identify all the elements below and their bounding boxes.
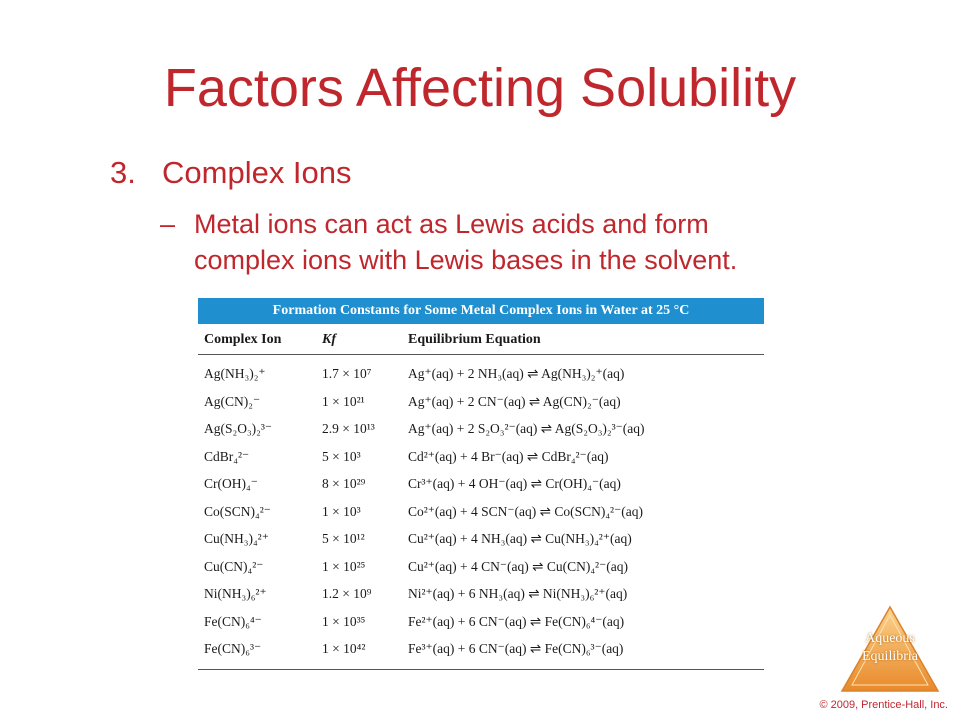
cell-kf: 1 × 10³⁵ [322,613,366,629]
cell-complex-ion: Ni(NH₃)₆²⁺ [204,586,267,601]
bullet-point [110,153,352,193]
table-row [198,497,764,525]
cell-complex-ion: Fe(CN)₆³⁻ [204,641,262,656]
cell-equation: Fe²⁺(aq) + 6 CN⁻(aq) ⇌ Fe(CN)₆⁴⁻(aq) [408,613,625,629]
cell-kf: 1 × 10²¹ [322,393,365,409]
cell-equation: Cd²⁺(aq) + 4 Br⁻(aq) ⇌ CdBr₄²⁻(aq) [408,448,609,464]
table-row [198,634,764,662]
cell-complex-ion: Co(SCN)₄²⁻ [204,503,271,519]
cell-equation: Ag⁺(aq) + 2 S₂O₃²⁻(aq) ⇌ Ag(S₂O₃)₂³⁻(aq) [408,421,645,436]
table-row [198,414,764,442]
logo-label [840,630,940,666]
table-header-row [198,324,764,355]
cell-complex-ion: CdBr₄²⁻ [204,448,250,464]
copyright-notice: © 2009, Prentice-Hall, Inc. [819,699,948,711]
cell-equation: Cr³⁺(aq) + 4 OH⁻(aq) ⇌ Cr(OH)₄⁻(aq) [408,476,621,491]
cell-kf: 5 × 10¹² [322,531,365,546]
cell-equation: Ni²⁺(aq) + 6 NH₃(aq) ⇌ Ni(NH₃)₆²⁺(aq) [408,586,628,601]
cell-equation: Ag⁺(aq) + 2 CN⁻(aq) ⇌ Ag(CN)₂⁻(aq) [408,393,621,409]
cell-complex-ion: Ag(S₂O₃)₂³⁻ [204,421,273,436]
formation-constants-table [198,298,764,670]
header-kf: Kf [322,332,336,347]
cell-complex-ion: Fe(CN)₆⁴⁻ [204,613,262,629]
cell-kf: 1 × 10³ [322,503,361,519]
table-row [198,442,764,470]
cell-complex-ion: Ag(NH₃)₂⁺ [204,366,266,381]
logo-line-2: Equilibria [862,649,918,664]
header-equation: Equilibrium Equation [408,332,541,347]
table-caption: Formation Constants for Some Metal Complex Ions in Water at 25 °C [198,298,764,324]
cell-kf: 1.7 × 10⁷ [322,366,372,381]
table-row [198,469,764,497]
sub-bullet-line-2: complex ions with Lewis bases in the solvent. [194,245,738,275]
table-bottom-rule [198,669,764,670]
table-row [198,579,764,607]
cell-complex-ion: Cr(OH)₄⁻ [204,476,258,491]
cell-equation: Ag⁺(aq) + 2 NH₃(aq) ⇌ Ag(NH₃)₂⁺(aq) [408,366,625,381]
cell-complex-ion: Cu(CN)₄²⁻ [204,558,264,574]
cell-kf: 8 × 10²⁹ [322,476,366,491]
sub-bullet-dash: – [160,209,176,239]
cell-equation: Co²⁺(aq) + 4 SCN⁻(aq) ⇌ Co(SCN)₄²⁻(aq) [408,503,643,519]
cell-equation: Fe³⁺(aq) + 6 CN⁻(aq) ⇌ Fe(CN)₆³⁻(aq) [408,641,624,656]
table-body [198,355,764,662]
cell-equation: Cu²⁺(aq) + 4 NH₃(aq) ⇌ Cu(NH₃)₄²⁺(aq) [408,531,632,546]
header-complex-ion: Complex Ion [204,332,282,347]
cell-kf: 1 × 10⁴² [322,641,366,656]
table-row [198,359,764,387]
cell-kf: 2.9 × 10¹³ [322,421,375,436]
slide-title: Factors Affecting Solubility [163,58,797,118]
cell-complex-ion: Ag(CN)₂⁻ [204,393,261,409]
cell-kf: 1 × 10²⁵ [322,558,366,574]
table-row [198,387,764,415]
cell-kf: 5 × 10³ [322,448,361,464]
cell-complex-ion: Cu(NH₃)₄²⁺ [204,531,269,546]
cell-equation: Cu²⁺(aq) + 4 CN⁻(aq) ⇌ Cu(CN)₄²⁻(aq) [408,558,628,574]
table-row [198,552,764,580]
point-text: Complex Ions [162,155,352,190]
table-row [198,607,764,635]
logo-line-1: Aqueous [865,631,915,646]
table-row [198,524,764,552]
cell-kf: 1.2 × 10⁹ [322,586,372,601]
point-number: 3. [110,155,136,190]
sub-bullet-line-1: Metal ions can act as Lewis acids and form [194,209,709,239]
